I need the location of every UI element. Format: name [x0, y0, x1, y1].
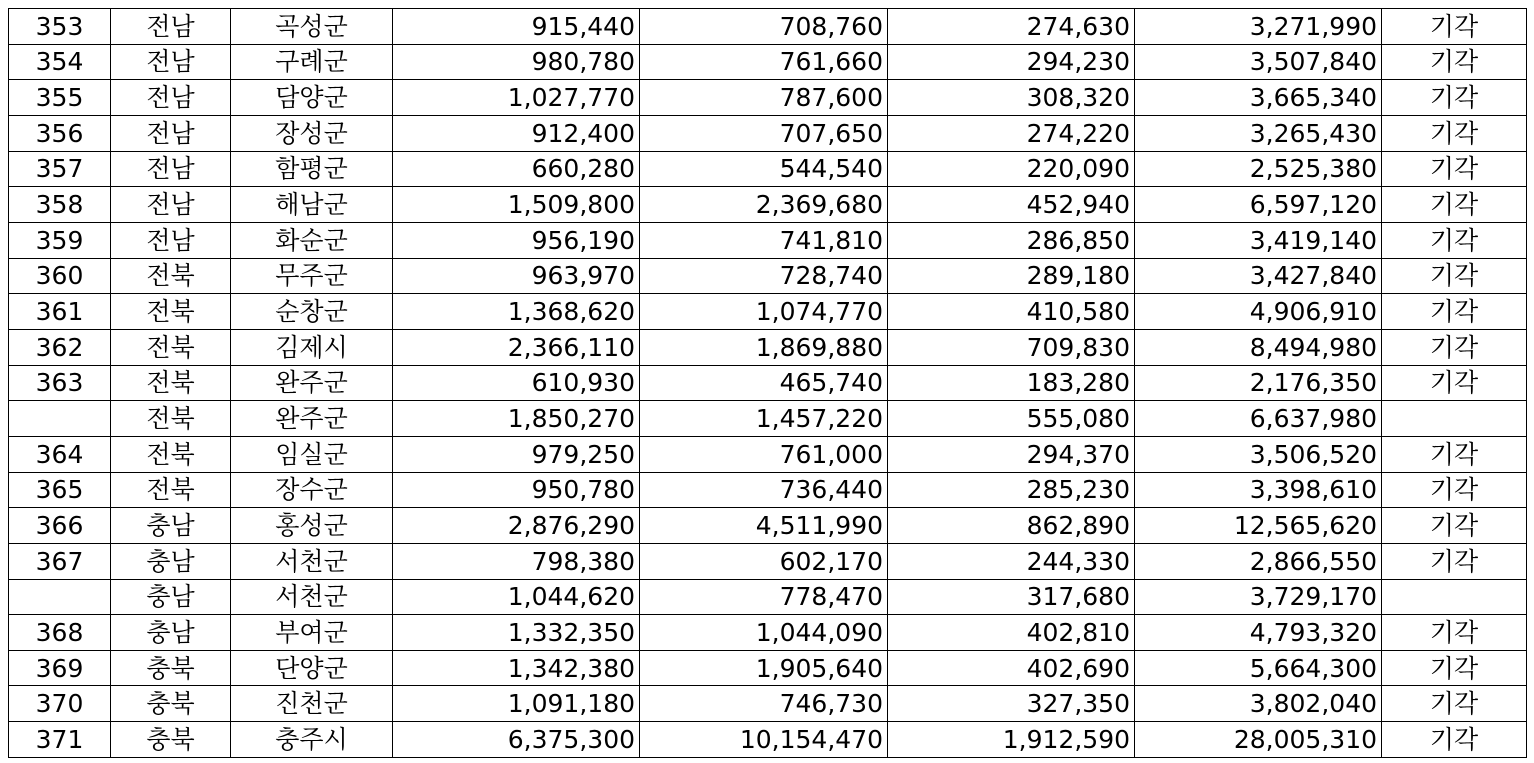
cell-amount-3: 289,180 [888, 258, 1135, 294]
cell-district: 홍성군 [231, 508, 393, 544]
table-row [9, 151, 1527, 187]
cell-amount-2: 708,760 [640, 9, 888, 45]
cell-amount-1: 1,342,380 [393, 650, 640, 686]
cell-status: 기각 [1382, 80, 1527, 116]
cell-status [1382, 401, 1527, 437]
cell-district: 완주군 [231, 401, 393, 437]
cell-amount-2: 736,440 [640, 472, 888, 508]
cell-number: 356 [9, 115, 111, 151]
cell-total: 3,398,610 [1135, 472, 1382, 508]
cell-amount-1: 1,027,770 [393, 80, 640, 116]
cell-status: 기각 [1382, 329, 1527, 365]
cell-status: 기각 [1382, 543, 1527, 579]
cell-amount-2: 1,905,640 [640, 650, 888, 686]
table-row [9, 686, 1527, 722]
cell-status [1382, 579, 1527, 615]
table-row [9, 187, 1527, 223]
cell-status: 기각 [1382, 615, 1527, 651]
cell-amount-2: 10,154,470 [640, 722, 888, 758]
cell-amount-2: 778,470 [640, 579, 888, 615]
cell-total: 2,866,550 [1135, 543, 1382, 579]
table-row [9, 722, 1527, 758]
cell-district: 해남군 [231, 187, 393, 223]
cell-number: 370 [9, 686, 111, 722]
cell-number [9, 401, 111, 437]
cell-amount-1: 979,250 [393, 436, 640, 472]
cell-province: 충북 [111, 686, 231, 722]
cell-status: 기각 [1382, 258, 1527, 294]
cell-amount-3: 327,350 [888, 686, 1135, 722]
table-row [9, 615, 1527, 651]
cell-amount-2: 787,600 [640, 80, 888, 116]
cell-amount-2: 1,074,770 [640, 294, 888, 330]
cell-total: 6,637,980 [1135, 401, 1382, 437]
cell-province: 전남 [111, 151, 231, 187]
cell-amount-1: 915,440 [393, 9, 640, 45]
cell-amount-1: 1,509,800 [393, 187, 640, 223]
cell-amount-1: 1,850,270 [393, 401, 640, 437]
cell-amount-2: 728,740 [640, 258, 888, 294]
cell-total: 3,427,840 [1135, 258, 1382, 294]
cell-amount-1: 660,280 [393, 151, 640, 187]
cell-district: 완주군 [231, 365, 393, 401]
cell-province: 충남 [111, 543, 231, 579]
cell-amount-3: 244,330 [888, 543, 1135, 579]
cell-number: 360 [9, 258, 111, 294]
cell-total: 4,793,320 [1135, 615, 1382, 651]
table-row [9, 80, 1527, 116]
cell-district: 단양군 [231, 650, 393, 686]
cell-amount-3: 1,912,590 [888, 722, 1135, 758]
table-row [9, 401, 1527, 437]
cell-total: 2,525,380 [1135, 151, 1382, 187]
cell-amount-2: 465,740 [640, 365, 888, 401]
cell-amount-3: 294,230 [888, 44, 1135, 80]
cell-district: 김제시 [231, 329, 393, 365]
cell-province: 충북 [111, 650, 231, 686]
cell-amount-3: 308,320 [888, 80, 1135, 116]
cell-status: 기각 [1382, 151, 1527, 187]
cell-amount-1: 1,332,350 [393, 615, 640, 651]
cell-number: 365 [9, 472, 111, 508]
cell-amount-1: 2,876,290 [393, 508, 640, 544]
cell-amount-2: 761,000 [640, 436, 888, 472]
cell-amount-2: 1,869,880 [640, 329, 888, 365]
cell-amount-3: 402,810 [888, 615, 1135, 651]
table-row [9, 365, 1527, 401]
cell-number: 368 [9, 615, 111, 651]
cell-status: 기각 [1382, 365, 1527, 401]
cell-province: 전남 [111, 44, 231, 80]
table-row [9, 258, 1527, 294]
cell-amount-3: 220,090 [888, 151, 1135, 187]
cell-number: 361 [9, 294, 111, 330]
cell-total: 3,419,140 [1135, 222, 1382, 258]
cell-province: 전북 [111, 258, 231, 294]
cell-total: 3,729,170 [1135, 579, 1382, 615]
cell-amount-1: 912,400 [393, 115, 640, 151]
cell-status: 기각 [1382, 222, 1527, 258]
cell-amount-1: 798,380 [393, 543, 640, 579]
cell-status: 기각 [1382, 187, 1527, 223]
cell-amount-2: 1,457,220 [640, 401, 888, 437]
cell-amount-2: 544,540 [640, 151, 888, 187]
cell-amount-1: 956,190 [393, 222, 640, 258]
cell-number [9, 579, 111, 615]
table-row [9, 508, 1527, 544]
table-row [9, 543, 1527, 579]
cell-amount-3: 410,580 [888, 294, 1135, 330]
cell-district: 담양군 [231, 80, 393, 116]
table-row [9, 472, 1527, 508]
cell-province: 전남 [111, 115, 231, 151]
table-row [9, 44, 1527, 80]
cell-province: 충남 [111, 615, 231, 651]
cell-amount-2: 741,810 [640, 222, 888, 258]
cell-amount-1: 1,091,180 [393, 686, 640, 722]
cell-amount-1: 1,368,620 [393, 294, 640, 330]
cell-status: 기각 [1382, 44, 1527, 80]
cell-status: 기각 [1382, 294, 1527, 330]
cell-number: 364 [9, 436, 111, 472]
cell-district: 장수군 [231, 472, 393, 508]
cell-amount-2: 761,660 [640, 44, 888, 80]
cell-number: 363 [9, 365, 111, 401]
cell-district: 화순군 [231, 222, 393, 258]
data-table [8, 8, 1527, 758]
cell-amount-3: 286,850 [888, 222, 1135, 258]
cell-total: 28,005,310 [1135, 722, 1382, 758]
cell-number: 367 [9, 543, 111, 579]
cell-total: 4,906,910 [1135, 294, 1382, 330]
cell-number: 354 [9, 44, 111, 80]
cell-amount-1: 2,366,110 [393, 329, 640, 365]
cell-district: 서천군 [231, 579, 393, 615]
cell-province: 충남 [111, 579, 231, 615]
cell-amount-1: 980,780 [393, 44, 640, 80]
cell-status: 기각 [1382, 508, 1527, 544]
cell-district: 장성군 [231, 115, 393, 151]
cell-status: 기각 [1382, 472, 1527, 508]
cell-province: 전북 [111, 401, 231, 437]
cell-number: 353 [9, 9, 111, 45]
table-body [9, 9, 1527, 758]
cell-amount-1: 963,970 [393, 258, 640, 294]
cell-amount-3: 452,940 [888, 187, 1135, 223]
cell-amount-2: 4,511,990 [640, 508, 888, 544]
cell-province: 충남 [111, 508, 231, 544]
cell-status: 기각 [1382, 722, 1527, 758]
table-row [9, 579, 1527, 615]
table-row [9, 436, 1527, 472]
cell-total: 8,494,980 [1135, 329, 1382, 365]
cell-total: 3,802,040 [1135, 686, 1382, 722]
table-row [9, 650, 1527, 686]
cell-province: 전남 [111, 222, 231, 258]
cell-amount-1: 6,375,300 [393, 722, 640, 758]
cell-amount-2: 2,369,680 [640, 187, 888, 223]
cell-amount-2: 746,730 [640, 686, 888, 722]
cell-amount-3: 402,690 [888, 650, 1135, 686]
cell-district: 부여군 [231, 615, 393, 651]
cell-amount-3: 555,080 [888, 401, 1135, 437]
cell-district: 서천군 [231, 543, 393, 579]
cell-amount-1: 610,930 [393, 365, 640, 401]
cell-number: 371 [9, 722, 111, 758]
cell-number: 358 [9, 187, 111, 223]
cell-district: 무주군 [231, 258, 393, 294]
cell-district: 함평군 [231, 151, 393, 187]
cell-province: 전남 [111, 9, 231, 45]
cell-amount-2: 602,170 [640, 543, 888, 579]
cell-status: 기각 [1382, 115, 1527, 151]
cell-number: 362 [9, 329, 111, 365]
cell-district: 곡성군 [231, 9, 393, 45]
cell-total: 3,265,430 [1135, 115, 1382, 151]
cell-province: 전북 [111, 329, 231, 365]
cell-amount-3: 709,830 [888, 329, 1135, 365]
cell-district: 임실군 [231, 436, 393, 472]
cell-status: 기각 [1382, 9, 1527, 45]
cell-district: 충주시 [231, 722, 393, 758]
cell-amount-1: 950,780 [393, 472, 640, 508]
cell-province: 전남 [111, 187, 231, 223]
table-row [9, 222, 1527, 258]
cell-total: 3,507,840 [1135, 44, 1382, 80]
cell-amount-2: 1,044,090 [640, 615, 888, 651]
cell-status: 기각 [1382, 650, 1527, 686]
cell-amount-2: 707,650 [640, 115, 888, 151]
cell-amount-3: 183,280 [888, 365, 1135, 401]
cell-number: 355 [9, 80, 111, 116]
cell-total: 3,271,990 [1135, 9, 1382, 45]
cell-province: 전남 [111, 80, 231, 116]
cell-number: 366 [9, 508, 111, 544]
cell-total: 5,664,300 [1135, 650, 1382, 686]
cell-province: 전북 [111, 365, 231, 401]
cell-district: 진천군 [231, 686, 393, 722]
cell-province: 전북 [111, 472, 231, 508]
cell-province: 충북 [111, 722, 231, 758]
cell-total: 3,506,520 [1135, 436, 1382, 472]
cell-amount-3: 862,890 [888, 508, 1135, 544]
cell-district: 순창군 [231, 294, 393, 330]
cell-amount-1: 1,044,620 [393, 579, 640, 615]
cell-district: 구례군 [231, 44, 393, 80]
cell-total: 2,176,350 [1135, 365, 1382, 401]
cell-province: 전북 [111, 294, 231, 330]
table-row [9, 329, 1527, 365]
cell-amount-3: 317,680 [888, 579, 1135, 615]
cell-amount-3: 285,230 [888, 472, 1135, 508]
cell-number: 369 [9, 650, 111, 686]
cell-amount-3: 274,220 [888, 115, 1135, 151]
cell-number: 359 [9, 222, 111, 258]
cell-province: 전북 [111, 436, 231, 472]
table-row [9, 294, 1527, 330]
cell-number: 357 [9, 151, 111, 187]
cell-total: 12,565,620 [1135, 508, 1382, 544]
cell-status: 기각 [1382, 436, 1527, 472]
cell-status: 기각 [1382, 686, 1527, 722]
table-row [9, 9, 1527, 45]
cell-amount-3: 294,370 [888, 436, 1135, 472]
cell-total: 6,597,120 [1135, 187, 1382, 223]
cell-total: 3,665,340 [1135, 80, 1382, 116]
cell-amount-3: 274,630 [888, 9, 1135, 45]
table-row [9, 115, 1527, 151]
